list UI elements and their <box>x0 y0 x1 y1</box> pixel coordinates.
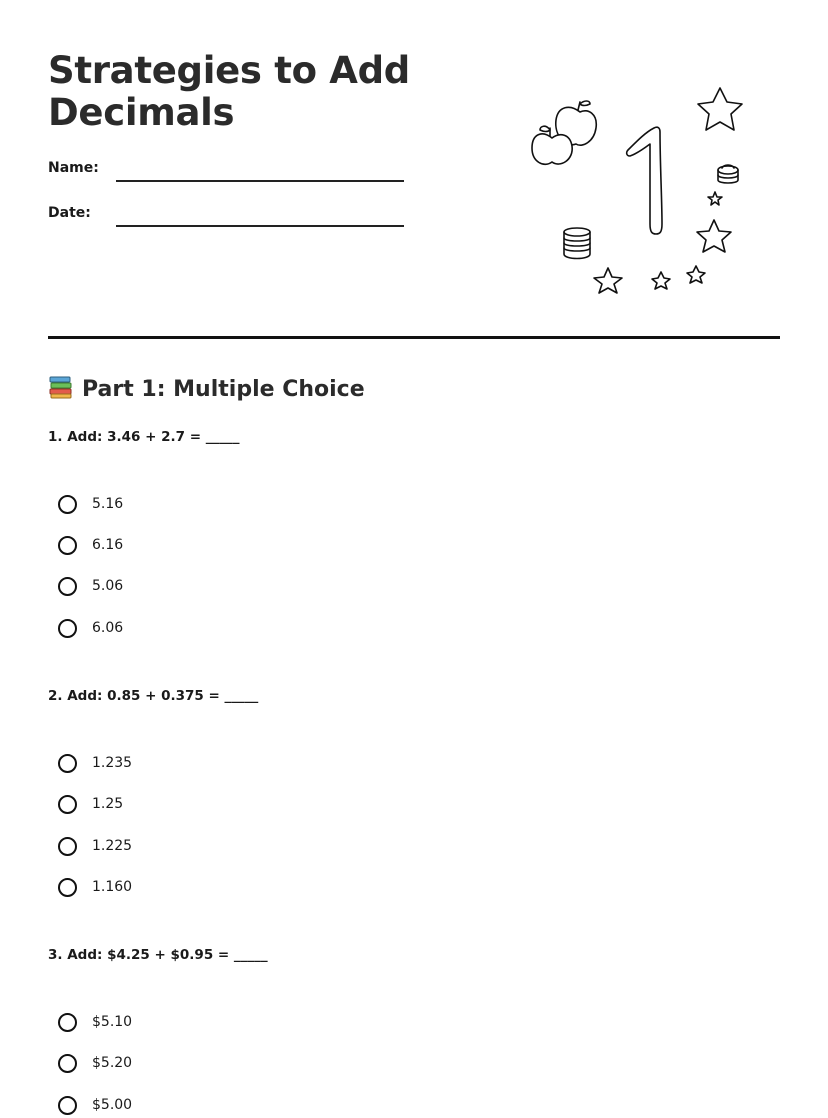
books-icon <box>48 374 74 400</box>
answer-option[interactable] <box>58 1009 358 1035</box>
apple-icon <box>532 126 572 164</box>
option-label: 1.160 <box>92 879 133 895</box>
radio-button[interactable] <box>58 1096 77 1115</box>
option-label: 6.06 <box>92 620 124 636</box>
answer-option[interactable] <box>58 573 358 599</box>
date-field[interactable] <box>48 205 408 235</box>
coin-stack-icon <box>564 228 590 259</box>
radio-button[interactable] <box>58 837 77 856</box>
radio-button[interactable] <box>58 795 77 814</box>
date-line[interactable] <box>116 225 404 227</box>
radio-button[interactable] <box>58 1054 77 1073</box>
radio-button[interactable] <box>58 495 77 514</box>
radio-button[interactable] <box>58 536 77 555</box>
question-text: 2. Add: 0.85 + 0.375 = _____ <box>48 688 259 704</box>
answer-option[interactable] <box>58 532 358 558</box>
question-text: 1. Add: 3.46 + 2.7 = _____ <box>48 429 240 445</box>
option-label: 5.16 <box>92 496 124 512</box>
coin-stack-icon <box>718 165 738 183</box>
option-label: $5.10 <box>92 1014 133 1030</box>
answer-option[interactable] <box>58 491 358 517</box>
date-label: Date: <box>48 205 91 221</box>
name-line[interactable] <box>116 180 404 182</box>
star-icon <box>687 266 705 283</box>
answer-option[interactable] <box>58 833 358 859</box>
title-line-2: Decimals <box>48 91 235 134</box>
answer-option[interactable] <box>58 1092 358 1118</box>
question-text: 3. Add: $4.25 + $0.95 = _____ <box>48 947 268 963</box>
star-icon <box>708 192 722 205</box>
option-label: 5.06 <box>92 578 124 594</box>
numeral-text: 1 <box>644 204 645 205</box>
answer-option[interactable] <box>58 1050 358 1076</box>
name-field[interactable] <box>48 160 408 190</box>
section-divider <box>48 336 780 339</box>
radio-button[interactable] <box>58 878 77 897</box>
radio-button[interactable] <box>58 754 77 773</box>
star-icon <box>652 272 670 289</box>
option-label: 1.235 <box>92 755 133 771</box>
star-icon <box>698 88 742 130</box>
radio-button[interactable] <box>58 1013 77 1032</box>
title-line-1: Strategies to Add <box>48 49 410 92</box>
radio-button[interactable] <box>58 577 77 596</box>
option-label: $5.20 <box>92 1055 133 1071</box>
radio-button[interactable] <box>58 619 77 638</box>
answer-option[interactable] <box>58 791 358 817</box>
option-label: 1.25 <box>92 796 124 812</box>
star-icon <box>594 268 622 293</box>
option-label: 1.225 <box>92 838 133 854</box>
name-label: Name: <box>48 160 99 176</box>
question-2 <box>48 688 748 895</box>
part1-heading-text: Part 1: Multiple Choice <box>82 377 365 402</box>
star-icon <box>697 220 731 252</box>
part1-heading <box>48 374 365 402</box>
answer-option[interactable] <box>58 750 358 776</box>
option-label: 6.16 <box>92 537 124 553</box>
numeral-one <box>627 127 662 234</box>
option-label: $5.00 <box>92 1097 133 1113</box>
worksheet-title <box>48 50 468 134</box>
answer-option[interactable] <box>58 615 358 641</box>
number-one-illustration <box>528 84 768 304</box>
answer-option[interactable] <box>58 874 358 900</box>
question-1 <box>48 429 748 636</box>
question-3 <box>48 947 748 1113</box>
